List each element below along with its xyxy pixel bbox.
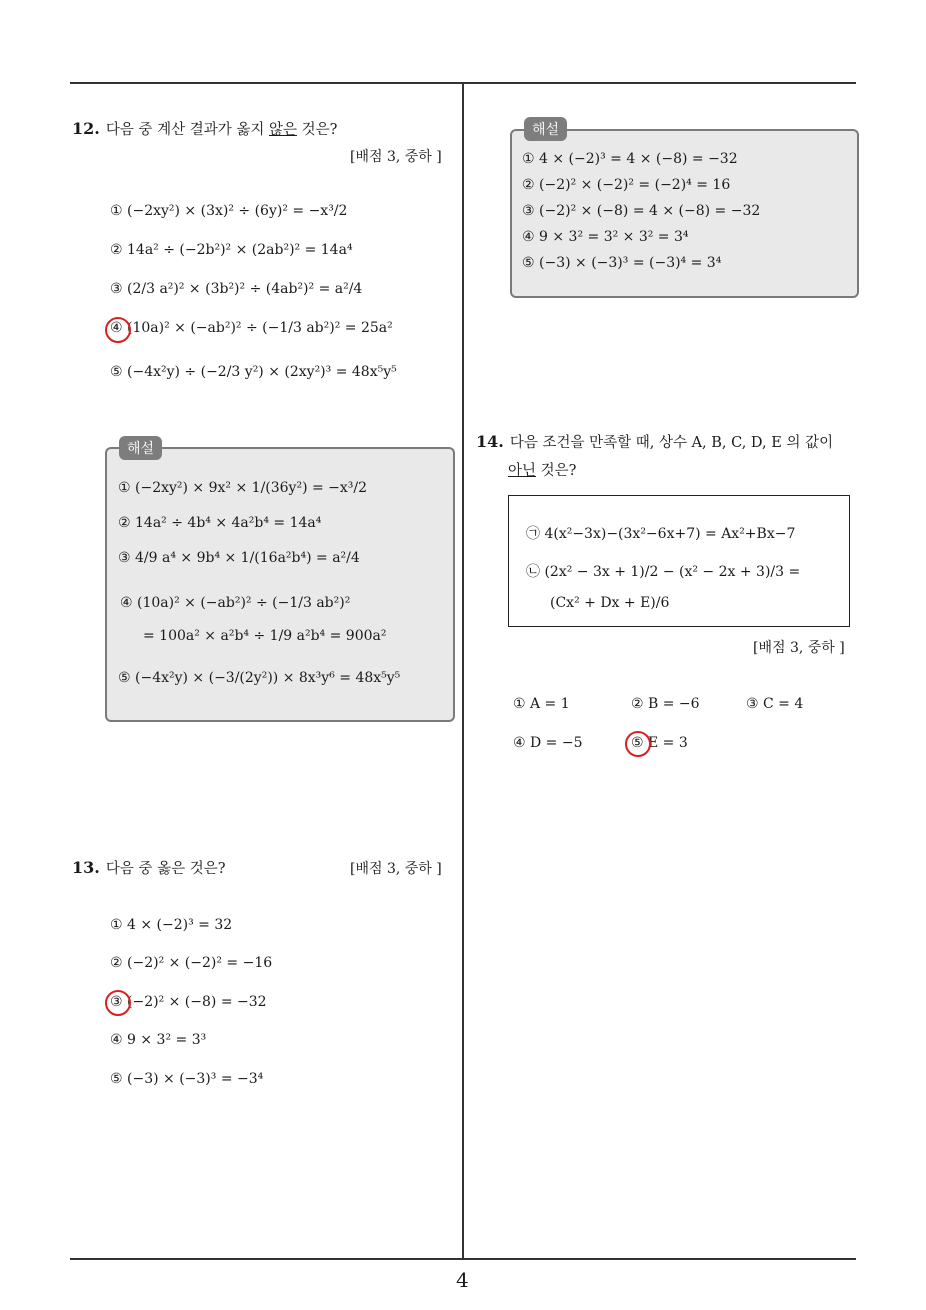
q14-title bbox=[476, 431, 833, 452]
sol12-line-3: ③ 4/9 a⁴ × 9b⁴ × 1/(16a²b⁴) = a²/4 bbox=[118, 550, 360, 566]
sol13-line-5: ⑤ (−3) × (−3)³ = (−3)⁴ = 3⁴ bbox=[522, 255, 722, 271]
q14-condition-3: (Cx² + Dx + E)/6 bbox=[550, 595, 670, 611]
q13-meta: [배점 3, 중하 ] bbox=[350, 861, 442, 877]
q12-choice-3[interactable]: ③ (2/3 a²)² × (3b²)² ÷ (4ab²)² = a²/4 bbox=[110, 281, 363, 297]
column-divider bbox=[462, 83, 464, 1258]
q14-underlined: 아닌 bbox=[508, 463, 537, 479]
q12-title bbox=[72, 118, 337, 139]
sol12-line-2: ② 14a² ÷ 4b⁴ × 4a²b⁴ = 14a⁴ bbox=[118, 515, 322, 531]
q13-choice-3[interactable]: ③ (−2)² × (−8) = −32 bbox=[110, 994, 267, 1010]
q12-choice-1[interactable]: ① (−2xy²) × (3x)² ÷ (6y)² = −x³/2 bbox=[110, 203, 348, 219]
q12-choice-4[interactable]: ④ (10a)² × (−ab²)² ÷ (−1/3 ab²)² = 25a² bbox=[110, 320, 393, 336]
q13-choice-1[interactable]: ① 4 × (−2)³ = 32 bbox=[110, 917, 233, 933]
q13-solution-label: 해설 bbox=[524, 117, 567, 141]
q14-choice-4[interactable]: ④ D = −5 bbox=[513, 735, 583, 751]
q12-meta: [배점 3, 중하 ] bbox=[350, 149, 442, 165]
sol13-line-4: ④ 9 × 3² = 3² × 3² = 3⁴ bbox=[522, 229, 689, 245]
sol13-line-1: ① 4 × (−2)³ = 4 × (−8) = −32 bbox=[522, 151, 738, 167]
bottom-rule bbox=[70, 1258, 856, 1260]
q14-choice-2[interactable]: ② B = −6 bbox=[631, 696, 700, 712]
q12-answer-circle bbox=[105, 317, 131, 343]
sol13-line-2: ② (−2)² × (−2)² = (−2)⁴ = 16 bbox=[522, 177, 731, 193]
q14-choice-3[interactable]: ③ C = 4 bbox=[746, 696, 804, 712]
q14-text-rest: 것은? bbox=[536, 463, 577, 479]
q14-number: 14. bbox=[476, 432, 504, 451]
q12-choice-5[interactable]: ⑤ (−4x²y) ÷ (−2/3 y²) × (2xy²)³ = 48x⁵y⁵ bbox=[110, 364, 397, 380]
q14-condition-1: ㉠ 4(x²−3x)−(3x²−6x+7) = Ax²+Bx−7 bbox=[526, 526, 796, 542]
sol12-line-5: = 100a² × a²b⁴ ÷ 1/9 a²b⁴ = 900a² bbox=[143, 628, 387, 644]
q14-answer-circle bbox=[625, 731, 651, 757]
q12-solution-label: 해설 bbox=[119, 436, 162, 460]
q13-choice-2[interactable]: ② (−2)² × (−2)² = −16 bbox=[110, 955, 273, 971]
q12-text: 다음 중 계산 결과가 옳지 bbox=[105, 122, 269, 138]
q13-choice-4[interactable]: ④ 9 × 3² = 3³ bbox=[110, 1032, 207, 1048]
q12-underlined: 않은 bbox=[268, 122, 297, 138]
q14-meta: [배점 3, 중하 ] bbox=[753, 640, 845, 656]
q14-title-line2 bbox=[508, 459, 576, 480]
q14-choice-5[interactable]: ⑤ E = 3 bbox=[631, 735, 688, 751]
sol13-line-3: ③ (−2)² × (−8) = 4 × (−8) = −32 bbox=[522, 203, 761, 219]
q14-choice-1[interactable]: ① A = 1 bbox=[513, 696, 570, 712]
q14-condition-2: ㉡ (2x² − 3x + 1)/2 − (x² − 2x + 3)/3 = bbox=[526, 564, 801, 580]
q13-text: 다음 중 옳은 것은? bbox=[105, 861, 226, 877]
q13-answer-circle bbox=[105, 990, 131, 1016]
q13-number: 13. bbox=[72, 858, 100, 877]
q14-text: 다음 조건을 만족할 때, 상수 A, B, C, D, E 의 값이 bbox=[509, 435, 834, 451]
sol12-line-4: ④ (10a)² × (−ab²)² ÷ (−1/3 ab²)² bbox=[120, 595, 351, 611]
q12-number: 12. bbox=[72, 119, 100, 138]
page-number: 4 bbox=[456, 1268, 469, 1292]
q12-text-after: 것은? bbox=[296, 122, 338, 138]
q12-choice-2[interactable]: ② 14a² ÷ (−2b²)² × (2ab²)² = 14a⁴ bbox=[110, 242, 353, 258]
q13-choice-5[interactable]: ⑤ (−3) × (−3)³ = −3⁴ bbox=[110, 1071, 264, 1087]
q13-title bbox=[72, 857, 226, 878]
sol12-line-1: ① (−2xy²) × 9x² × 1/(36y²) = −x³/2 bbox=[118, 480, 368, 496]
sol12-line-6: ⑤ (−4x²y) × (−3/(2y²)) × 8x³y⁶ = 48x⁵y⁵ bbox=[118, 670, 401, 686]
